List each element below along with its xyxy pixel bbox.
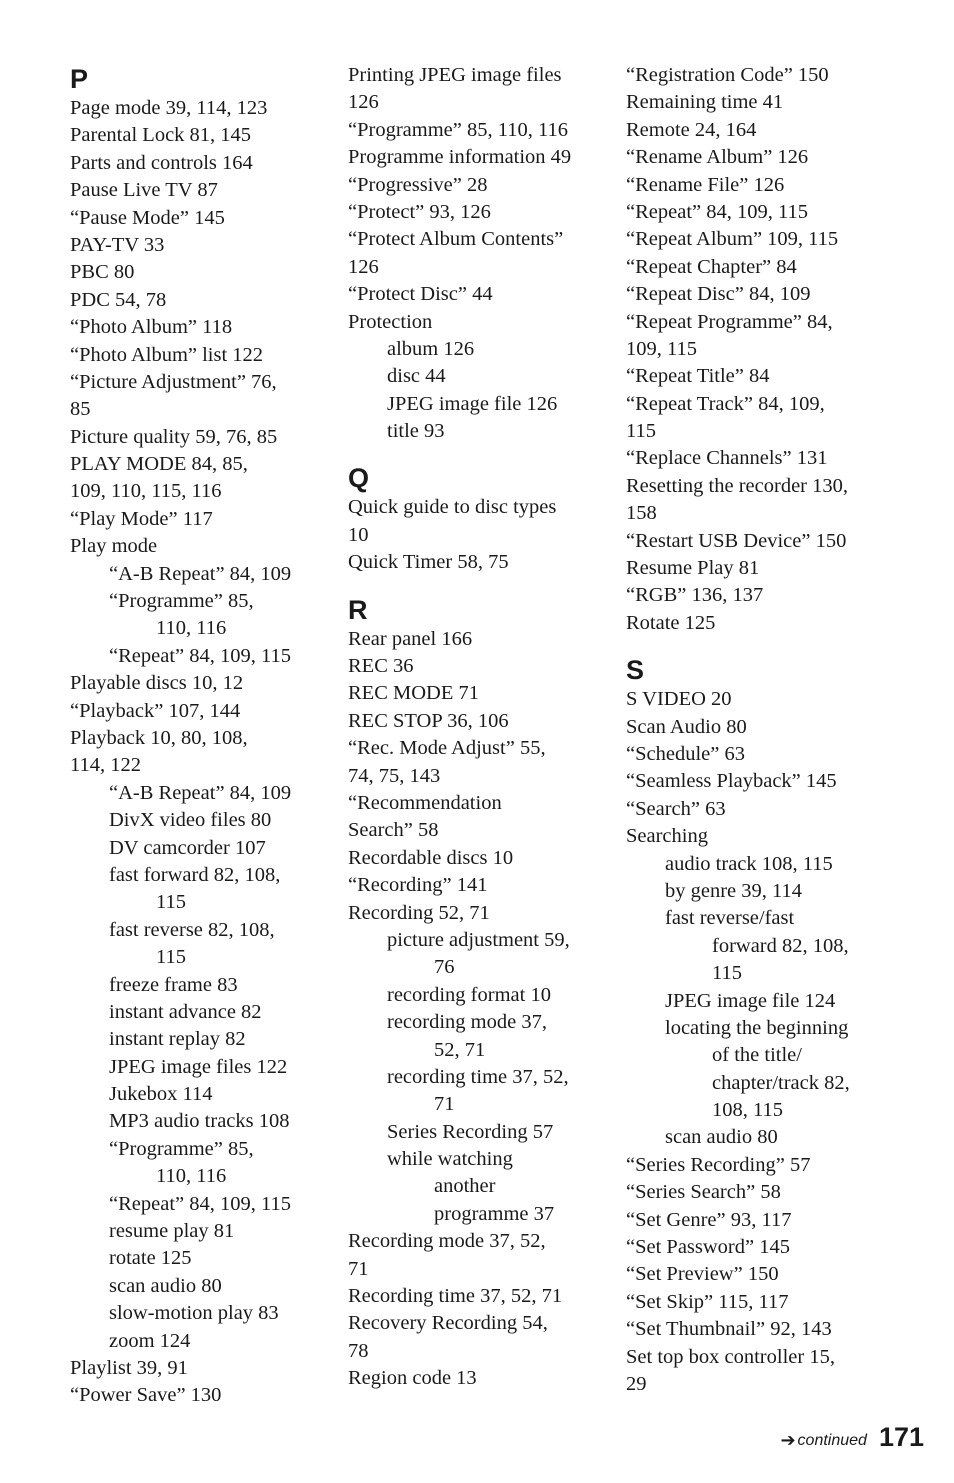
index-entry: “Recommendation	[348, 791, 502, 814]
index-entry: S VIDEO 20	[626, 688, 732, 711]
index-entry: Picture quality 59, 76, 85	[70, 425, 278, 448]
index-subentry: freeze frame 83	[109, 973, 238, 996]
index-entry: Searching	[626, 825, 708, 848]
index-entry: “Power Save” 130	[70, 1384, 222, 1407]
index-subentry: recording format 10	[387, 983, 551, 1006]
index-subentry: fast reverse 82, 108,	[109, 918, 275, 941]
index-continuation: of the title/	[712, 1044, 802, 1067]
index-entry: “Set Password” 145	[626, 1236, 790, 1259]
index-subentry: audio track 108, 115	[665, 852, 833, 875]
index-entry: 85	[70, 398, 91, 421]
index-entry: “Play Mode” 117	[70, 507, 213, 530]
index-entry: “Playback” 107, 144	[70, 699, 241, 722]
index-entry: “Schedule” 63	[626, 742, 745, 765]
index-subentry: scan audio 80	[665, 1126, 778, 1149]
section-spacer	[626, 637, 888, 653]
index-entry: “Seamless Playback” 145	[626, 770, 837, 793]
index-subentry: by genre 39, 114	[665, 879, 803, 902]
index-subentry: fast forward 82, 108,	[109, 863, 281, 886]
index-entry: REC STOP 36, 106	[348, 709, 509, 732]
index-subentry: “Repeat” 84, 109, 115	[109, 644, 291, 667]
index-entry: “Photo Album” list 122	[70, 343, 264, 366]
index-column-1	[70, 62, 332, 1410]
index-entry: “Protect Disc” 44	[348, 283, 493, 306]
index-column-3	[626, 62, 888, 1398]
index-subentry: scan audio 80	[109, 1274, 222, 1297]
index-subentry: Series Recording 57	[387, 1120, 554, 1143]
index-subentry: disc 44	[387, 365, 446, 388]
index-subentry: resume play 81	[109, 1220, 235, 1243]
index-entry: “Picture Adjustment” 76,	[70, 370, 277, 393]
index-continuation: chapter/track 82,	[712, 1071, 850, 1094]
index-entry: “Repeat Chapter” 84	[626, 255, 797, 278]
index-entry: “Protect” 93, 126	[348, 200, 491, 223]
index-entry: 109, 115	[626, 337, 697, 360]
index-subentry: Jukebox 114	[109, 1083, 213, 1106]
index-entry: Scan Audio 80	[626, 715, 747, 738]
index-entry: “Rec. Mode Adjust” 55,	[348, 737, 546, 760]
index-entry: “Rename File” 126	[626, 173, 785, 196]
index-continuation: another	[434, 1175, 496, 1198]
index-entry: “Progressive” 28	[348, 173, 488, 196]
index-entry: 115	[626, 420, 656, 443]
index-subentry: DV camcorder 107	[109, 836, 266, 859]
index-entry: “Protect Album Contents”	[348, 228, 564, 251]
index-entry: REC 36	[348, 655, 414, 678]
index-entry: Playlist 39, 91	[70, 1356, 188, 1379]
index-subentry: instant replay 82	[109, 1028, 246, 1051]
index-entry: Play mode	[70, 535, 158, 558]
index-continuation: 76	[434, 956, 455, 979]
index-subentry: picture adjustment 59,	[387, 928, 570, 951]
continued-text: continued	[797, 1431, 867, 1449]
index-entry: Resetting the recorder 130,	[626, 474, 849, 497]
index-entry: PBC 80	[70, 261, 135, 284]
index-column-2	[348, 62, 610, 1393]
index-entry: “Set Genre” 93, 117	[626, 1208, 792, 1231]
section-letter-heading: S	[626, 655, 645, 686]
index-continuation: 115	[156, 891, 186, 914]
index-entry: PLAY MODE 84, 85,	[70, 453, 248, 476]
index-subentry: JPEG image file 126	[387, 392, 558, 415]
index-entry: Programme information 49	[348, 146, 572, 169]
index-continuation: 115	[156, 946, 186, 969]
index-entry: “Search” 63	[626, 797, 726, 820]
index-subentry: locating the beginning	[665, 1016, 849, 1039]
index-entry: Playable discs 10, 12	[70, 672, 244, 695]
section-letter-heading: P	[70, 64, 89, 94]
index-entry: “Photo Album” 118	[70, 316, 233, 339]
index-entry: 158	[626, 502, 657, 525]
index-entry: 74, 75, 143	[348, 764, 441, 787]
index-entry: 126	[348, 91, 379, 114]
index-entry: “Replace Channels” 131	[626, 447, 828, 470]
index-subentry: MP3 audio tracks 108	[109, 1110, 290, 1133]
index-entry: “Series Search” 58	[626, 1181, 781, 1204]
index-subentry: DivX video files 80	[109, 809, 272, 832]
section-spacer	[348, 445, 610, 461]
index-entry: Remote 24, 164	[626, 118, 757, 141]
index-entry: 78	[348, 1339, 369, 1362]
index-continuation: 71	[434, 1093, 455, 1116]
index-continuation: 52, 71	[434, 1038, 486, 1061]
right-arrow-icon: ➔	[780, 1430, 796, 1451]
index-entry: Pause Live TV 87	[70, 179, 218, 202]
index-entry: 29	[626, 1372, 647, 1395]
index-entry: “Repeat Track” 84, 109,	[626, 392, 825, 415]
index-subentry: “A-B Repeat” 84, 109	[109, 781, 292, 804]
index-entry: 71	[348, 1257, 369, 1280]
continued-label	[780, 1430, 866, 1451]
index-subentry: zoom 124	[109, 1329, 191, 1352]
index-entry: “Repeat Album” 109, 115	[626, 228, 839, 251]
index-subentry: “Programme” 85,	[109, 1137, 254, 1160]
index-entry: “Repeat” 84, 109, 115	[626, 200, 808, 223]
index-entry: Rear panel 166	[348, 627, 473, 650]
section-spacer	[348, 577, 610, 593]
index-entry: “RGB” 136, 137	[626, 584, 764, 607]
index-subentry: fast reverse/fast	[665, 907, 795, 930]
index-subentry: rotate 125	[109, 1247, 192, 1270]
index-entry: 109, 110, 115, 116	[70, 480, 222, 503]
index-subentry: recording mode 37,	[387, 1011, 547, 1034]
index-subentry: title 93	[387, 420, 445, 443]
index-entry: Recording time 37, 52, 71	[348, 1285, 563, 1308]
index-entry: 10	[348, 523, 369, 546]
index-entry: Playback 10, 80, 108,	[70, 726, 248, 749]
index-entry: 114, 122	[70, 754, 141, 777]
index-entry: Page mode 39, 114, 123	[70, 97, 268, 119]
page-number: 171	[878, 1422, 924, 1452]
index-entry: “Set Thumbnail” 92, 143	[626, 1318, 832, 1341]
index-entry: Rotate 125	[626, 611, 716, 634]
section-letter-heading: R	[348, 594, 368, 625]
index-entry: “Pause Mode” 145	[70, 206, 225, 229]
index-entry: Parts and controls 164	[70, 151, 253, 174]
index-entry: “Rename Album” 126	[626, 146, 809, 169]
index-entry: 126	[348, 255, 379, 278]
index-continuation: 115	[712, 962, 742, 985]
index-entry: REC MODE 71	[348, 682, 479, 705]
index-entry: “Registration Code” 150	[626, 64, 829, 86]
index-continuation: 110, 116	[156, 1165, 227, 1188]
index-entry: Parental Lock 81, 145	[70, 124, 252, 147]
index-entry: PDC 54, 78	[70, 288, 167, 311]
index-entry: Recovery Recording 54,	[348, 1312, 548, 1335]
index-entry: Recordable discs 10	[348, 846, 514, 869]
index-entry: “Series Recording” 57	[626, 1153, 811, 1176]
index-entry: “Set Preview” 150	[626, 1263, 779, 1286]
index-entry: Resume Play 81	[626, 557, 760, 580]
index-entry: Search” 58	[348, 819, 439, 842]
index-continuation: 108, 115	[712, 1099, 783, 1122]
index-subentry: instant advance 82	[109, 1000, 262, 1023]
index-entry: “Programme” 85, 110, 116	[348, 118, 568, 141]
index-entry: Quick Timer 58, 75	[348, 551, 509, 574]
index-entry: Printing JPEG image files	[348, 64, 562, 86]
index-subentry: “Programme” 85,	[109, 590, 254, 613]
index-entry: Region code 13	[348, 1367, 477, 1390]
index-entry: “Repeat Programme” 84,	[626, 310, 833, 333]
index-subentry: “A-B Repeat” 84, 109	[109, 562, 292, 585]
index-entry: Protection	[348, 310, 433, 333]
index-continuation: 110, 116	[156, 617, 227, 640]
index-subentry: JPEG image file 124	[665, 989, 836, 1012]
index-entry: “Repeat Title” 84	[626, 365, 770, 388]
index-entry: “Repeat Disc” 84, 109	[626, 283, 811, 306]
index-entry: “Set Skip” 115, 117	[626, 1290, 789, 1313]
index-entry: “Restart USB Device” 150	[626, 529, 847, 552]
index-subentry: recording time 37, 52,	[387, 1065, 569, 1088]
index-subentry: while watching	[387, 1148, 513, 1171]
index-subentry: “Repeat” 84, 109, 115	[109, 1192, 291, 1215]
index-entry: Recording 52, 71	[348, 901, 490, 924]
index-entry: Set top box controller 15,	[626, 1345, 835, 1368]
index-entry: PAY-TV 33	[70, 233, 165, 256]
index-subentry: slow-motion play 83	[109, 1302, 279, 1325]
index-subentry: JPEG image files 122	[109, 1055, 288, 1078]
page-footer	[780, 1422, 924, 1458]
index-entry: “Recording” 141	[348, 874, 488, 897]
index-entry: Quick guide to disc types	[348, 496, 557, 519]
index-subentry: album 126	[387, 337, 475, 360]
section-letter-heading: Q	[348, 463, 370, 494]
index-entry: Recording mode 37, 52,	[348, 1230, 546, 1253]
index-continuation: programme 37	[434, 1202, 555, 1225]
index-entry: Remaining time 41	[626, 91, 784, 114]
index-continuation: forward 82, 108,	[712, 934, 849, 957]
